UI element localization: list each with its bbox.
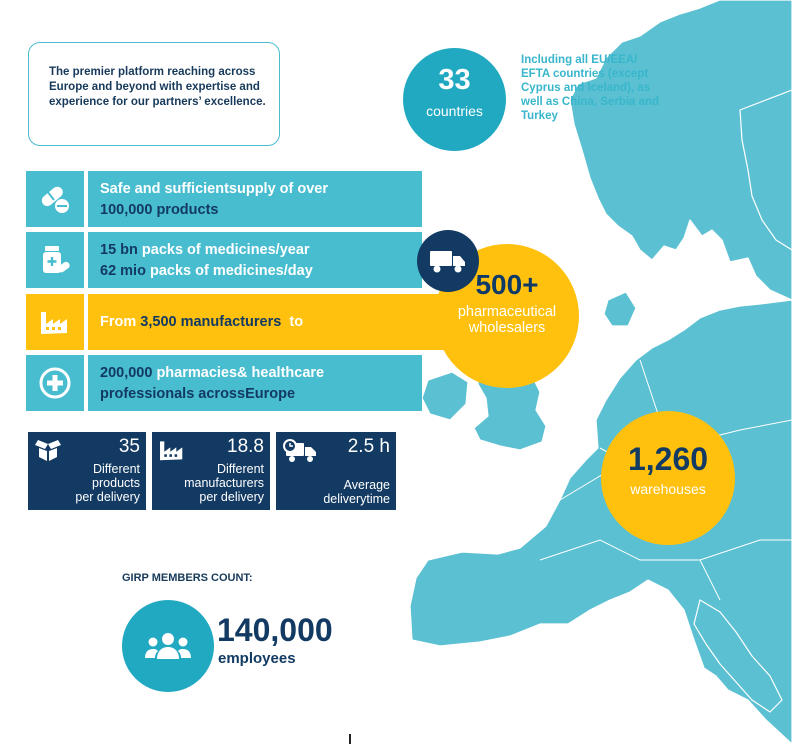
countries-circle (403, 48, 506, 151)
members-heading: GIRP MEMBERS COUNT: (122, 572, 253, 584)
stat-manufacturers-label-2: manufacturers (184, 476, 264, 490)
stat-delivery-time-label-1: Average (343, 478, 390, 492)
manufacturers-bar (88, 294, 478, 350)
pharmacies-label: pharmacies& healthcare (156, 365, 325, 381)
supply-line2: 100,000 products (100, 202, 219, 218)
medicine-bottle-icon (26, 232, 84, 288)
pharmacies-value: 200,000 (100, 365, 153, 381)
stat-manufacturers (152, 432, 270, 510)
stat-delivery-time (276, 432, 396, 510)
supply-line1: Safe and sufficientsupply of over (100, 181, 329, 197)
employees-value: 140,000 (217, 612, 333, 648)
packs-year-value: 15 bn (100, 242, 138, 258)
employees-label: employees (218, 650, 296, 667)
medical-cross-icon (26, 355, 84, 411)
factory-icon (26, 294, 84, 350)
manufacturers-value: 3,500 manufacturers (140, 314, 282, 330)
clock-truck-icon (282, 438, 318, 469)
warehouses-label: warehouses (630, 481, 706, 497)
countries-label: countries (426, 103, 483, 119)
stat-manufacturers-label-1: Different (216, 462, 264, 476)
stat-products-label-1: Different (92, 462, 140, 476)
pharmacies-bar (88, 355, 422, 411)
stat-products (28, 432, 146, 510)
packs-day-value: 62 mio (100, 263, 146, 279)
stat-delivery-time-value: 2.5 h (347, 436, 390, 457)
supply-bar (88, 171, 422, 227)
pills-icon (26, 171, 84, 227)
pharmacies-line2: professionals acrossEurope (100, 386, 296, 402)
manufacturers-suffix: to (289, 314, 304, 330)
wholesalers-label-2: wholesalers (468, 320, 546, 336)
countries-note: Including all EU/EEA/ EFTA countries (except Cyprus and Iceland), as well as China, Serbia and Turkey (521, 54, 660, 122)
truck-icon (417, 230, 479, 292)
divider-mark (349, 734, 351, 744)
packs-bar (88, 232, 422, 288)
stat-products-label-3: per delivery (75, 490, 140, 504)
intro-box (28, 42, 280, 146)
stat-products-value: 35 (118, 436, 140, 457)
intro-text: The premier platform reaching across Europe and beyond with expertise and experience for our partners’ excellence. (49, 66, 266, 108)
warehouses-value: 1,260 (627, 441, 709, 477)
manufacturers-prefix: From (100, 314, 137, 330)
stat-products-label-2: products (92, 476, 140, 490)
people-icon (122, 600, 214, 692)
box-icon (34, 438, 62, 467)
factory-icon (158, 438, 186, 467)
countries-value: 33 (438, 64, 471, 96)
wholesalers-label-1: pharmaceutical (457, 304, 557, 320)
wholesalers-value: 500+ (475, 269, 539, 300)
stat-manufacturers-value: 18.8 (227, 436, 264, 457)
packs-day-label: packs of medicines/day (149, 263, 313, 279)
packs-year-label: packs of medicines/year (141, 242, 310, 258)
stat-delivery-time-label-2: deliverytime (323, 492, 390, 506)
stat-manufacturers-label-3: per delivery (199, 490, 264, 504)
warehouses-circle (601, 411, 735, 545)
